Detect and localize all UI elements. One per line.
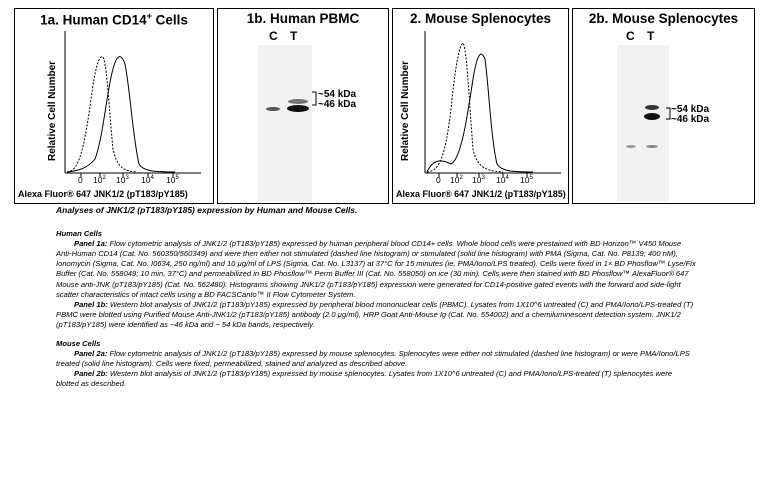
panel-1a-tick: $10^4$ [141,175,154,185]
lane-c-label: C [269,29,278,43]
lane-t-label: T [647,29,655,43]
figure-caption: Analyses of JNK1/2 (pT183/pY185) expression by Human and Mouse Cells. [56,205,358,215]
panel-2-ylabel: Relative Cell Number [400,60,411,161]
panel-2-tick: $10^4$ [496,175,509,185]
kda-46-label: ~46 kDa [318,99,357,110]
kda-bracket-2b [573,9,755,204]
kda-46-label: ~46 kDa [671,114,710,125]
panel-2-tick: $10^2$ [450,175,463,185]
panel-2-title: 2. Mouse Splenocytes [409,11,552,26]
panel-1a-tick: 0 [78,175,83,185]
panel-1b-description: Panel 1b: Western blot analysis of JNK1/2 (pT183/pY185) expressed by peripheral blood mononuclear cells (PBMC). Lysates from 1X10^6 untreated (C) and PMA/Iono/LPS-treated (T) PBMC were blotted using Purified Mouse Anti-JNK1/2 (pT183/pY185) antibody (2.0 µg/ml), HRP Goat Anti-Mouse Ig (Cat. No. 554002) and a chemiluminescent detection system. JNK1/2 (pT183/pY185) were identified as ~46 kDa and ~ 54 kDa bands, respectively. [56,299,694,329]
panel-1a-histogram [15,9,214,204]
panel-1a-tick: $10^5$ [166,175,179,185]
lane-c-label: C [626,29,635,43]
panel-1a-title: 1a. Human CD14+ Cells [40,11,188,28]
panel-1a-human-cd14 [14,8,214,204]
lane-t-label: T [290,29,298,43]
panel-2b-description: Panel 2b: Western blot analysis of JNK1/2 (pT183/pY185) expressed by mouse splenocytes. Lysates from 1X10^6 untreated (C) and PMA/Iono/LPS-treated (T) splenocytes were blotted as described. [56,369,673,389]
panel-2-xlabel: Alexa Fluor® 647 JNK1/2 (pT183/pY185) [396,189,566,199]
panel-1a-xlabel: Alexa Fluor® 647 JNK1/2 (pT183/pY185) [18,189,188,199]
kda-54-label: ~54 kDa [671,104,710,115]
panel-2b-title: 2b. Mouse Splenocytes [588,11,739,26]
kda-54-label: ~54 kDa [318,89,357,100]
figure-legend [56,205,696,390]
panel-2-tick: 0 [436,175,441,185]
kda-bracket-1b [218,9,389,204]
stimulated-solid-histogram [67,57,175,172]
panel-2-tick: $10^3$ [472,175,485,185]
panel-2-tick: $10^5$ [520,175,533,185]
mouse-cells-heading: Mouse Cells [56,339,101,349]
human-cells-heading: Human Cells [56,229,102,239]
panel-2a-description: Panel 2a: Flow cytometric analysis of JNK1/2 (pT183/pY185) expressed by mouse splenocytes. Splenocytes were either not stimulated (dashed line histogram) or were PMA/Iono/LPS treated (solid line histogram). Cells were fixed, permeabilized, stained and analyzed as described above. [56,349,690,369]
panel-1a-tick: $10^3$ [116,175,129,185]
panel-1a-ylabel: Relative Cell Number [47,60,58,161]
panel-1a-description: Panel 1a: Flow cytometric analysis of JNK1/2 (pT183/pY185) expressed by human peripheral blood CD14+ cells. Whole blood cells were prestained with BD Horizon™ V450 Mouse Anti-Human CD14 (Cat. No. 560350/560349) and were then either not stimulated (dashed line histogram) or stimulated (solid line histogram) with PMA (Sigma, Cat. No. P8139; 400 nM), Ionomycin (Sigma, Cat. No. I0634, 250 ng/ml) and 10 µg/ml of LPS (Sigma, Cat. No. L3137) at 37°C for 15 minutes (ie, PMA/Iono/LPS treated). Cells were fixed in 1× BD Phosflow™ Lyse/Fix Buffer (Cat. No. 558049; 10 min, 37°C) and permeabilized in BD Phosflow™ Perm Buffer III (Cat. No. 558050) on ice (30 min). Cells were then stained with BD Phosflow™ AlexaFluor® 647 Mouse anti-JNK (pT183/pY185) (Cat. No. 562480). Histograms showing JNK1/2 (pT183/pY185) expression were generated for CD14-positive gated events with the forward and side-light scatter characteristics of intact cells using a BD FACSCanto™ II Flow Cytometer System. [56,239,696,299]
panel-2-mouse-splenocytes [392,8,569,204]
panel-1a-tick: $10^2$ [93,175,106,185]
unstimulated-dashed-histogram [427,43,503,172]
panel-2b-mouse-splenocytes [572,8,755,204]
panel-1b-human-pbmc [217,8,389,204]
panel-1b-title: 1b. Human PBMC [246,11,360,26]
